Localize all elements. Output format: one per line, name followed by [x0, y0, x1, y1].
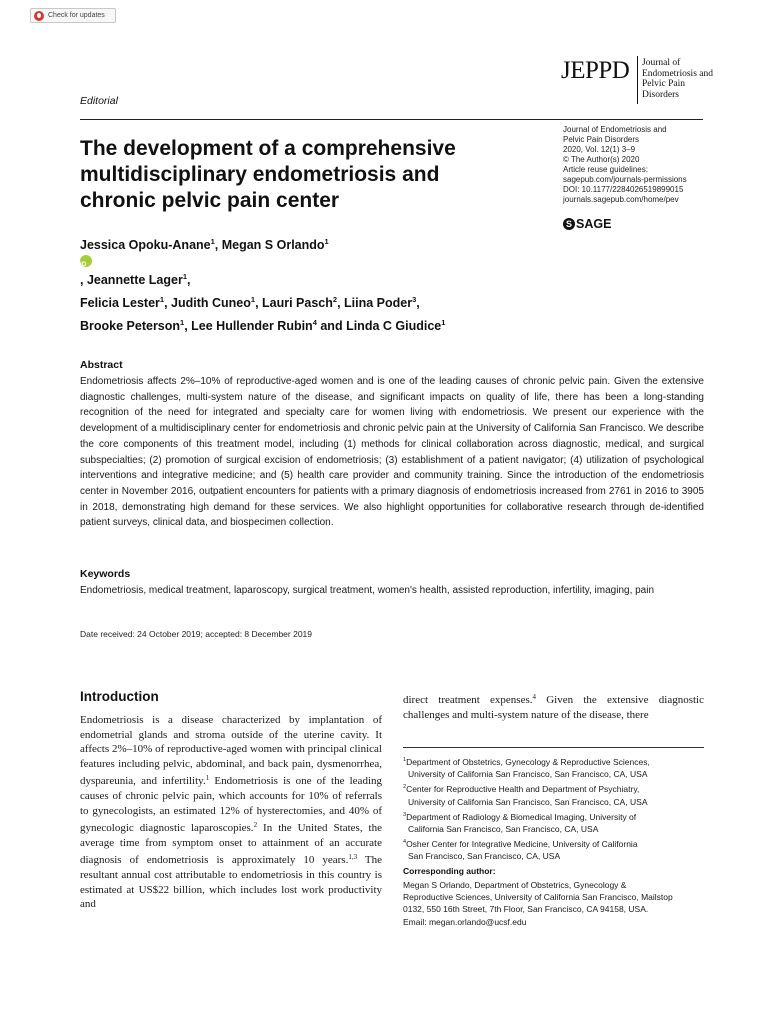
corresponding-line: Reproductive Sciences, University of California San Francisco, Mailstop	[403, 892, 673, 903]
corresponding-email-link[interactable]: Email: megan.orlando@ucsf.edu	[403, 916, 527, 927]
meta-line: © The Author(s) 2020	[563, 155, 640, 164]
author-name: Judith Cuneo	[171, 296, 251, 310]
affiliation-item	[403, 809, 704, 835]
journal-name-line: Endometriosis and	[642, 68, 713, 79]
crossmark-icon	[34, 11, 44, 21]
author-affiliation-mark: 4	[312, 318, 317, 327]
affiliation-item	[403, 836, 704, 862]
corresponding-author-details	[403, 879, 704, 928]
meta-line: Article reuse guidelines:	[563, 165, 648, 174]
corresponding-line: Megan S Orlando, Department of Obstetrics, Gynecology &	[403, 880, 627, 890]
article-title	[80, 136, 530, 214]
affiliation-item	[403, 781, 704, 807]
author-affiliation-mark: 1	[324, 237, 329, 246]
introduction-paragraph-continued	[403, 690, 704, 722]
author-affiliation-mark: 1	[210, 237, 215, 246]
author-name: Linda C Giudice	[346, 319, 442, 333]
author-affiliation-mark: 1	[180, 318, 185, 327]
affiliation-line	[403, 836, 704, 850]
author-line: Jessica Opoku-Anane$^1$, Megan S Orlando$^1$ iD , Jeannette Lager$^1$,	[80, 237, 329, 287]
affiliation-line	[403, 754, 704, 768]
author-affiliation-mark: 1	[441, 318, 446, 327]
citation-link[interactable]: 4	[532, 693, 536, 701]
affiliation-number: 3	[403, 811, 407, 818]
intro-text: Given the extensive diagnostic challenges and multi-system nature of the disease, there	[403, 694, 704, 721]
author-affiliation-mark: 1	[250, 295, 256, 304]
intro-text: direct treatment expenses.	[403, 694, 533, 706]
affiliation-line: California San Francisco, San Francisco, CA, USA	[408, 824, 599, 835]
author-affiliation-mark: 1	[182, 272, 187, 281]
affiliation-line: San Francisco, San Francisco, CA, USA	[408, 851, 561, 862]
affiliations	[403, 754, 704, 864]
author-name: Brooke Peterson	[80, 319, 181, 333]
journal-home-link[interactable]: journals.sagepub.com/home/pev	[563, 195, 679, 204]
author-name: Jessica Opoku-Anane	[80, 238, 211, 252]
author-affiliation-mark: 1	[159, 295, 165, 304]
journal-name-line: Disorders	[642, 89, 679, 100]
title-line: chronic pelvic pain center	[80, 189, 340, 212]
affiliation-number: 1	[403, 757, 407, 763]
corresponding-line: 0132, 550 16th Street, 7th Floor, San Francisco, CA 94158, USA.	[403, 904, 649, 915]
introduction-paragraph	[80, 713, 382, 912]
affiliation-text: Department of Radiology & Biomedical Imaging, University of	[406, 811, 637, 822]
author-name: Jeannette Lager	[86, 273, 183, 287]
journal-meta	[563, 125, 687, 205]
author-name: Lee Hullender Rubin	[191, 319, 313, 333]
affiliation-text: Center for Reproductive Health and Department of Psychiatry,	[406, 784, 640, 795]
title-line: The development of a comprehensive	[80, 137, 456, 160]
abstract-heading: Abstract	[80, 359, 123, 371]
affiliation-line: University of California San Francisco, San Francisco, CA, USA	[408, 769, 648, 780]
intro-text: The resultant annual cost attributable to endometriosis in this country is estimated at US$22 billion, which includes lost work productivity and	[80, 854, 383, 911]
author-name: Felicia Lester	[80, 296, 160, 310]
author-affiliation-mark: 2	[332, 295, 338, 304]
affiliation-line: University of California San Francisco, San Francisco, CA, USA	[408, 796, 648, 807]
meta-line: Pelvic Pain Disorders	[563, 135, 640, 144]
journal-name-line: Pelvic Pain	[642, 79, 686, 89]
orcid-icon[interactable]: iD	[80, 255, 92, 267]
received-dates: Date received: 24 October 2019; accepted: 8 December 2019	[80, 629, 313, 639]
publisher-name: SAGE	[576, 217, 612, 231]
affiliation-line	[403, 781, 704, 795]
sage-s-icon: S	[563, 218, 575, 230]
footnote-rule	[403, 747, 704, 748]
header-rule	[80, 119, 703, 120]
abstract-text: Endometriosis affects 2%–10% of reproductive-aged women and is one of the leading causes of chronic pelvic pain. Given the extensive diagnostic challenges, multi-system nature of the disease, and significant impacts on quality of life, there has been a long-standing recognition of the need for integrated and specialty care for women living with endometriosis. We present our experience with the development of a multidisciplinary center for endometriosis and chronic pelvic pain at the University of California San Francisco. We describe the core components of this treatment model, including (1) methods for clinical collaboration across diagnostic, medical, and surgical subspecialties; (2) promotion of surgical excision of endometriosis; (3) establishment of a patient navigator; (4) utilization of psychological interventions and integrative medicine; and (5) health care provider and community training. Since the introduction of the endometriosis center in November 2016, outpatient encounters for patients with a primary diagnosis of endometriosis increased from 2761 in 2016 to 3905 in 2018, demonstrating high demand for these services. We also highlight opportunities for collaborative research through de-identified patient surveys, clinical data, and biospecimen collection.	[80, 376, 704, 529]
citation-link[interactable]: 2	[253, 821, 258, 830]
citation-link[interactable]: 1	[205, 774, 210, 783]
publisher-logo	[563, 217, 611, 231]
affiliation-line	[403, 809, 704, 823]
permissions-link[interactable]: sagepub.com/journals-permissions	[563, 175, 687, 184]
affiliation-number: 4	[403, 839, 407, 846]
article-type: Editorial	[80, 95, 118, 107]
check-for-updates-button[interactable]	[30, 8, 116, 23]
journal-name	[642, 58, 713, 100]
author-conjunction: and	[320, 319, 343, 333]
journal-logo-divider	[637, 56, 638, 104]
check-for-updates-label: Check for updates	[48, 12, 105, 19]
affiliation-text: Osher Center for Integrative Medicine, University of California	[406, 839, 638, 850]
journal-name-line: Journal of	[642, 58, 681, 68]
author-line: Felicia Lester$^1$, Judith Cuneo$^1$, Lauri Pasch$^2$, Liina Poder$^3$,	[80, 295, 420, 310]
title-line: multidisciplinary endometriosis and	[80, 163, 440, 186]
keywords-text: Endometriosis, medical treatment, laparoscopy, surgical treatment, women's health, assisted reproduction, infertility, imaging, pain	[80, 585, 655, 596]
meta-line: Journal of Endometriosis and	[563, 125, 667, 134]
citation-link[interactable]: 1,3	[348, 853, 358, 862]
author-name: Lauri Pasch	[262, 296, 333, 310]
doi-link[interactable]: DOI: 10.1177/2284026519899015	[563, 185, 684, 194]
author-line: Brooke Peterson$^1$, Lee Hullender Rubin$^4$ and Linda C Giudice$^1$	[80, 318, 446, 333]
author-name: Megan S Orlando	[221, 238, 325, 252]
corresponding-author-heading: Corresponding author:	[403, 866, 496, 876]
meta-line: 2020, Vol. 12(1) 3–9	[563, 145, 636, 154]
journal-logo: JEPPD	[561, 57, 630, 84]
affiliation-number: 2	[403, 784, 407, 791]
intro-text: Endometriosis is a disease characterized by implantation of endometrial glands and stroma outside of the uterine cavity. It affects 2%–10% of reproductive-aged women with principal clinical features including pelvic, abdominal, and back pain, dysmenorrhea, dyspareunia, and infertility.	[80, 714, 382, 788]
affiliation-text: Department of Obstetrics, Gynecology & Reproductive Sciences,	[406, 757, 650, 767]
intro-text: Endometriosis is one of the leading causes of chronic pelvic pain, which accounts for 10% of referrals to gynecologists, an estimated 12% of hysterectomies, and 40% of gynecologic diagnostic laparoscopies.	[80, 775, 382, 835]
author-list	[80, 232, 540, 336]
intro-text: In the United States, the average time from symptom onset to attainment of an accurate diagnosis of endometriosis is approximately 10 years.	[80, 822, 382, 867]
author-name: Liina Poder	[344, 296, 413, 310]
author-affiliation-mark: 3	[412, 295, 417, 304]
introduction-heading: Introduction	[80, 689, 159, 704]
keywords-heading: Keywords	[80, 568, 131, 580]
affiliation-item	[403, 754, 704, 780]
